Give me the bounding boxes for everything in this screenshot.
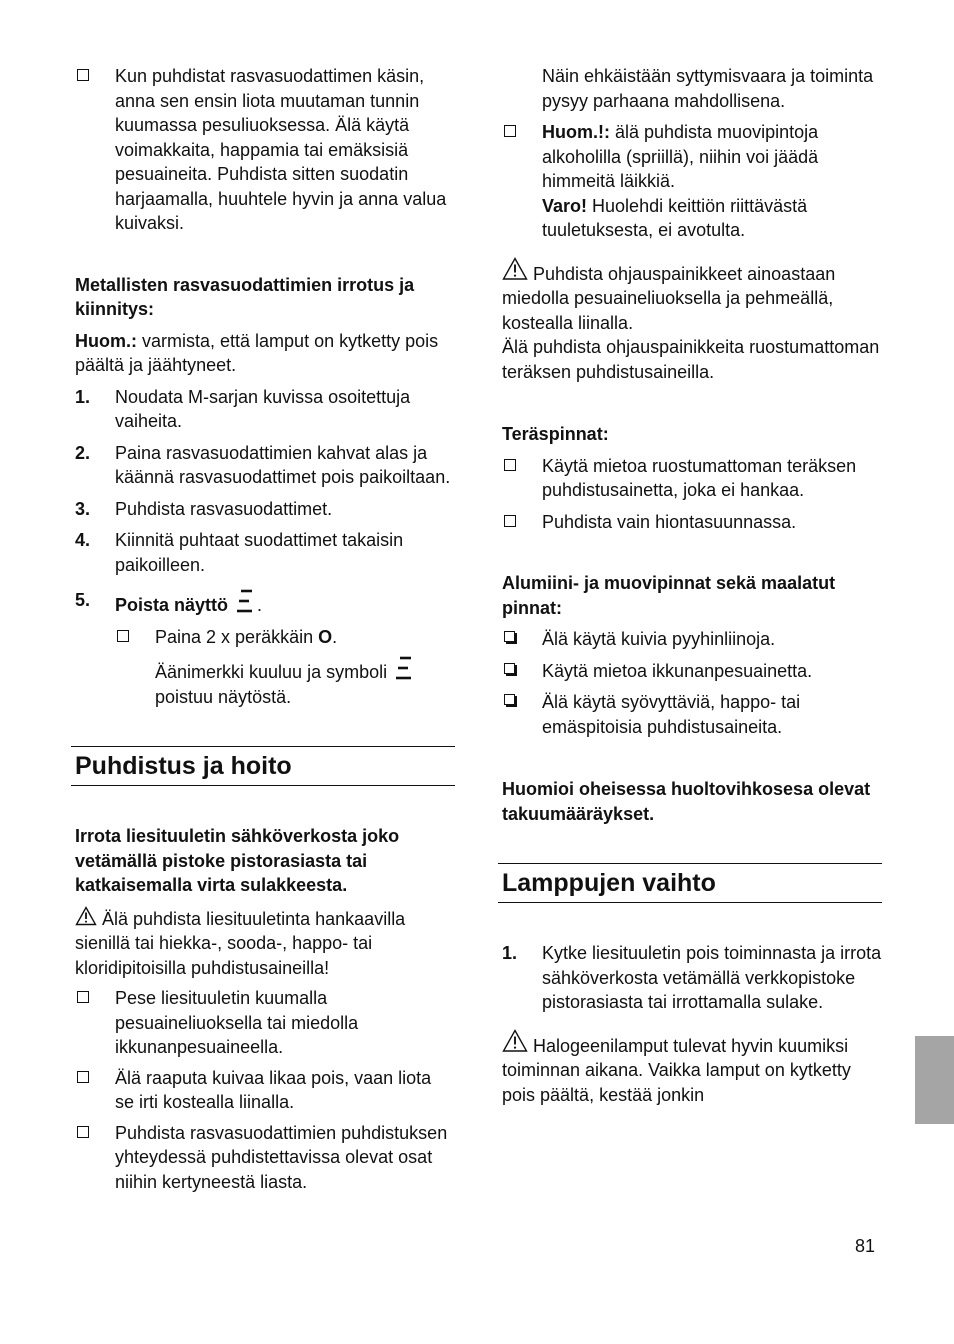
sub-step-d: Äänimerkki kuuluu ja symboli	[155, 662, 388, 682]
checkbox-icon	[77, 69, 89, 81]
section-heading-lamps: Lamppujen vaihto	[498, 863, 882, 903]
step-number: 1.	[75, 386, 91, 407]
step5-label: Poista näyttö	[115, 595, 229, 615]
note-label: Huom.:	[75, 330, 137, 351]
checkbox-icon	[504, 663, 515, 674]
varo-note	[542, 194, 882, 243]
note2-text: älä puhdista muovipintoja alkoholilla (spriillä), niihin voi jäädä himmeitä läikkiä.	[542, 122, 819, 191]
care-item-text: Älä raaputa kuivaa likaa pois, vaan liota se irti kostealla liinalla.	[115, 1067, 432, 1112]
step5-text	[115, 588, 455, 618]
list-item	[75, 64, 455, 236]
list-item	[115, 625, 455, 710]
list-item	[75, 385, 455, 434]
intro-item-text: Kun puhdistat rasvasuodattimen käsin, anna sen ensin liota muutaman tunnin kuumassa pesuliuoksessa. Älä käytä voimakkaita, happamia tai emäksisiä pesuaineita. Puhdista sitten suodatin harjaamalla, huuhtele hyvin ja anna valua kuivaksi.	[115, 66, 447, 233]
buttons-warning	[502, 257, 882, 336]
note2	[542, 120, 882, 194]
note2-label: Huom.!:	[542, 122, 610, 142]
list-item	[75, 986, 455, 1060]
checkbox-icon	[117, 630, 129, 642]
continuation-text: Näin ehkäistään syttymisvaara ja toiminta pysyy parhaana mahdollisena.	[542, 66, 874, 111]
list-item	[502, 120, 882, 243]
warning-triangle-icon	[75, 906, 97, 926]
checkbox-icon	[504, 459, 516, 471]
checkbox-icon	[504, 631, 515, 642]
step-text: Kiinnitä puhtaat suodattimet takaisin paikoilleen.	[115, 530, 404, 575]
step-number: 1.	[502, 943, 518, 963]
page-number: 81	[855, 1236, 876, 1256]
checkbox-icon	[504, 694, 515, 705]
alu-list	[502, 627, 882, 739]
sub-step-a: Paina 2 x peräkkäin	[155, 626, 319, 647]
varo-text: Huolehdi keittiön riittävästä tuuletuksesta, ei avotulta.	[542, 195, 808, 240]
lamp-step-text: Kytke liesituuletin pois toiminnasta ja irrota sähköverkosta vetämällä verkkopistoke pistorasiasta tai irrottamalla sulake.	[542, 943, 882, 1012]
checkbox-icon	[77, 1071, 89, 1083]
checkbox-icon	[504, 515, 516, 527]
right-column	[502, 64, 882, 1107]
steps-list	[75, 385, 455, 710]
step5-end: .	[257, 595, 263, 615]
checkbox-icon	[77, 991, 89, 1003]
list-item	[502, 454, 882, 503]
list-item	[75, 1121, 455, 1195]
step-number: 2.	[75, 442, 91, 463]
care-list	[75, 986, 455, 1194]
display-symbol-icon	[394, 655, 414, 681]
list-item	[502, 941, 882, 1015]
steel-item-text: Käytä mietoa ruostumattoman teräksen puhdistusainetta, joka ei hankaa.	[542, 455, 857, 500]
list-item	[75, 588, 455, 709]
care-disconnect-text: Irrota liesituuletin sähköverkosta joko vetämällä pistoke pistorasiasta tai katkaisemalla virta sulakkeesta.	[75, 826, 400, 895]
steel-list	[502, 454, 882, 535]
sub-step-e: poistuu näytöstä.	[155, 686, 292, 707]
section-heading-care: Puhdistus ja hoito	[71, 746, 455, 786]
display-symbol-icon	[235, 588, 255, 614]
alu-item-text: Älä käytä syövyttäviä, happo- tai emäspitoisia puhdistusaineita.	[542, 692, 801, 737]
alu-heading: Alumiini- ja muovipinnat sekä maalatut pinnat:	[502, 573, 836, 618]
buttons-warning-text-2: Älä puhdista ohjauspainikkeita ruostumattoman teräksen puhdistusaineilla.	[502, 337, 880, 382]
checkbox-icon	[504, 125, 516, 137]
care-warning	[75, 906, 455, 981]
sub-step-text	[155, 625, 455, 650]
list-item	[75, 528, 455, 577]
step-text: Noudata M-sarjan kuvissa osoitettuja vaiheita.	[115, 386, 411, 431]
list-item	[75, 497, 455, 522]
care-warning-text: Älä puhdista liesituuletinta hankaavilla sienillä tai hiekka-, sooda-, happo- tai kloridipitoisilla puhdistusaineilla!	[75, 908, 406, 978]
varo-label: Varo!	[542, 195, 588, 216]
step-text: Puhdista rasvasuodattimet.	[115, 498, 333, 519]
note-text: varmista, että lamput on kytketty pois päältä ja jäähtyneet.	[75, 330, 439, 375]
section-tab	[915, 1036, 954, 1124]
lamp-warning	[502, 1029, 882, 1108]
metal-note	[75, 329, 455, 378]
care-item-text: Pese liesituuletin kuumalla pesuaineliuoksella tai miedolla ikkunanpesuaineella.	[115, 988, 359, 1057]
sub-step-note	[155, 655, 455, 709]
left-column	[75, 64, 455, 1194]
step-text: Paina rasvasuodattimien kahvat alas ja käännä rasvasuodattimet pois paikoiltaan.	[115, 442, 451, 487]
steel-item-text: Puhdista vain hiontasuunnassa.	[542, 511, 797, 532]
sub-step-c: .	[332, 626, 338, 647]
list-item	[502, 627, 882, 652]
list-item	[502, 690, 882, 739]
step-number: 4.	[75, 530, 91, 550]
list-item	[75, 1066, 455, 1115]
buttons-warning-text: Puhdista ohjauspainikkeet ainoastaan miedolla pesuaineliuoksella ja pehmeällä, kostealla liinalla.	[502, 263, 836, 333]
alu-item-text: Älä käytä kuivia pyyhinliinoja.	[542, 629, 776, 649]
alu-item-text: Käytä mietoa ikkunanpesuainetta.	[542, 660, 813, 681]
step-number: 3.	[75, 498, 91, 519]
care-item-text: Puhdista rasvasuodattimien puhdistuksen yhteydessä puhdistettavissa olevat osat niihin kertyneestä liasta.	[115, 1122, 448, 1192]
checkbox-icon	[77, 1126, 89, 1138]
sub-step-key: O	[318, 626, 333, 647]
warning-triangle-icon	[502, 257, 528, 281]
lamp-warning-text: Halogeenilamput tulevat hyvin kuumiksi toiminnan aikana. Vaikka lamput on kytketty pois päältä, kestää jonkin	[502, 1035, 851, 1105]
metal-filter-heading: Metallisten rasvasuodattimien irrotus ja kiinnitys:	[75, 274, 415, 319]
steel-heading: Teräspinnat:	[502, 424, 609, 444]
list-item	[75, 441, 455, 490]
warning-triangle-icon	[502, 1029, 528, 1053]
list-item	[502, 510, 882, 535]
warranty-text: Huomioi oheisessa huoltovihkosesa olevat takuumääräykset.	[502, 779, 871, 824]
step-number: 5.	[75, 590, 91, 610]
list-item	[502, 659, 882, 684]
